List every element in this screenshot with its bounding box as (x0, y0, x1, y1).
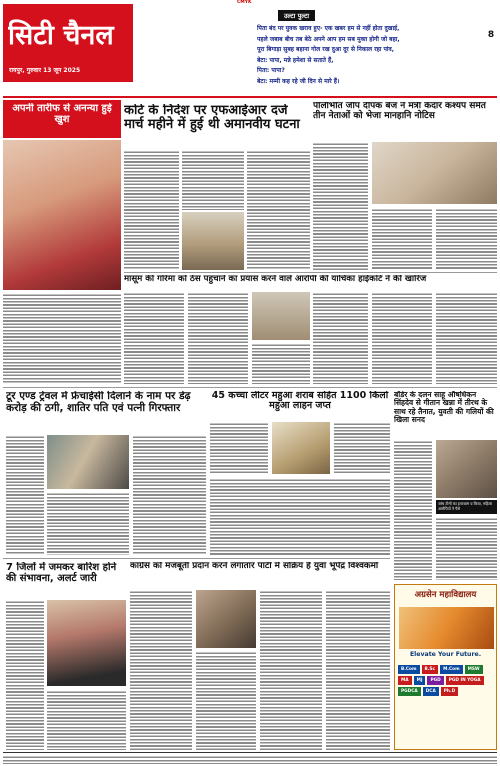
mahua-photo (272, 422, 330, 474)
course-badge: PGD (427, 676, 443, 685)
course-badge: B.Com (398, 665, 420, 674)
course-badge: M.Com (440, 665, 463, 674)
border-body-col1 (394, 440, 432, 580)
tour-rule (3, 387, 497, 388)
court-body-col3 (247, 150, 310, 270)
border-photo-caption (436, 500, 497, 514)
mahua-body-col1 (210, 422, 268, 474)
tour-headline: टूर एण्ड ट्रेवल में फ्रेंचाईसी दिलाने के नाम पर डेढ़ करोड़ की ठगी, शातिर पति एवं पत्नी गिरफ्तार (6, 391, 191, 414)
poem-line-6: बेटा: मम्मी कह रहे जी दिन से मारे हैं। (257, 77, 340, 85)
congress-body-col1 (130, 590, 192, 750)
masthead-dateline: रायपुर, गुरुवार 13 जून 2025 (9, 67, 81, 74)
masoom-body-col6 (436, 292, 497, 384)
congress-photo (196, 590, 256, 648)
mahua-body-col2 (334, 422, 390, 474)
mahua-headline: 45 कच्चा लीटर महुआ शराब सहित 1100 किलो महुआ लाहन जप्त (211, 391, 389, 412)
cmyk-top-tag: CMYK (237, 0, 252, 5)
poem-line-5: पिता: पापा? (257, 67, 285, 74)
masoom-rule (124, 272, 497, 273)
pilibhit-headline: पीलीभीत जीप दीपक बैज ने मंत्री केदार कश्यप समेत तीन नेताओं को भेजा मानहानि नोटिस (313, 102, 486, 121)
pilibhit-body-col2 (372, 208, 432, 270)
poem-line-1: पिता बंद पर युवक खराव हुए- एक खबर हम से नहीं होता दुखाई, (257, 25, 400, 32)
ananya-body (3, 293, 121, 383)
masoom-body-col4 (313, 292, 368, 384)
court-body-col2 (182, 150, 244, 210)
tour-body-col2 (47, 492, 129, 555)
tour-arrest-photo (47, 435, 129, 489)
masoom-photo (252, 292, 310, 340)
masthead (3, 4, 133, 82)
masoom-body-col3 (252, 343, 310, 384)
poem-line-3: पूरा बिगाड़ा सुबह बहाना गोल रख दुआ दूर से निकाल रहा पांव, (257, 46, 395, 53)
course-badge: PGD IN YOGA (446, 676, 484, 685)
rain-body-col2 (47, 690, 126, 750)
ananya-headline: अपनी तारीफ से अनन्या हुई खुश (12, 103, 112, 125)
footer-rule (3, 752, 497, 753)
masthead-title: सिटी चैनल (8, 20, 114, 51)
page-number: 8 (487, 30, 495, 40)
tour-body-col3 (133, 435, 206, 555)
masoom-body-col5 (372, 292, 432, 384)
mahua-body-wide (210, 478, 390, 555)
ad-title: अग्रसेन महाविद्यालय (414, 590, 477, 600)
court-headline: कोर्ट के निर्देश पर एफआईआर दर्ज मार्च महीने में हुई थी अमानवीय घटना (124, 104, 300, 133)
course-badge: Ph.D (441, 687, 458, 696)
pilibhit-body-col1 (313, 142, 368, 270)
course-badge: MA (398, 676, 412, 685)
ananya-photo (3, 140, 121, 290)
course-badge: MJ (414, 676, 426, 685)
ad-photo (399, 607, 494, 649)
pilibhit-photo (372, 142, 497, 204)
masoom-headline: मासूम की गरिमा को ठेस पहुंचाने का प्रयास करने वाले आरोपी की याचिका हाईकोर्ट ने की खारिज (124, 275, 427, 284)
court-building-photo (182, 212, 244, 270)
course-badge: B.Sc (422, 665, 439, 674)
poem-line-4: बेटा: पापा, मन्ने हमेशा से सताते हैं, (257, 56, 334, 64)
congress-headline: कांग्रेस को मजबूती प्रदान करने लगातार पार्टी में सक्रिय है युवा भूपेंद्र विश्वकर्मा (130, 562, 379, 571)
agrasen-ad[interactable] (394, 584, 497, 750)
border-body-col2 (436, 517, 497, 580)
congress-body-col4 (326, 590, 390, 750)
masoom-body-col2 (188, 292, 248, 384)
footer-imprint (3, 755, 497, 764)
course-badge: MSW (465, 665, 483, 674)
congress-body-col3 (260, 590, 322, 750)
poem-box (257, 24, 482, 94)
masthead-rule (3, 96, 497, 98)
rain-body-col1 (6, 600, 44, 750)
ananya-headline-box (3, 100, 121, 138)
rain-rule (3, 558, 390, 559)
pilibhit-body-col3 (436, 208, 497, 270)
court-body-col1 (124, 150, 179, 270)
rain-photo (47, 600, 126, 686)
course-badge: DCA (423, 687, 439, 696)
tour-body-col1 (6, 435, 44, 555)
border-headline: बॉर्डर के दलन साहू औषधिकन सिंहदेव से गीतान खन्ना में तीरथ के साथ रहे तैनात, युवती की गलियों की खिला सनद (394, 391, 494, 424)
course-badge: PGDCA (398, 687, 421, 696)
rain-headline: 7 जिलों में जमकर बारिश होने की संभावना, अलर्ट जारी (6, 562, 117, 584)
section-tag (138, 10, 483, 22)
ad-subtitle: Elevate Your Future. (409, 651, 482, 658)
border-photo (436, 440, 497, 498)
section-tag-label: उल्टा पुल्टा (278, 10, 315, 21)
poem-line-2: पहले जबाब बीच तब बेठे अपने आप हम सब मुक्त होगी जो बहा, (257, 35, 400, 43)
border-caption-text: जांच टीमों का इन्तजाम व किया, महिला आरोपियों ने पैसे (438, 501, 493, 511)
masoom-body-col1 (124, 292, 184, 384)
ad-course-grid (398, 665, 495, 735)
congress-body-col2 (196, 651, 256, 750)
